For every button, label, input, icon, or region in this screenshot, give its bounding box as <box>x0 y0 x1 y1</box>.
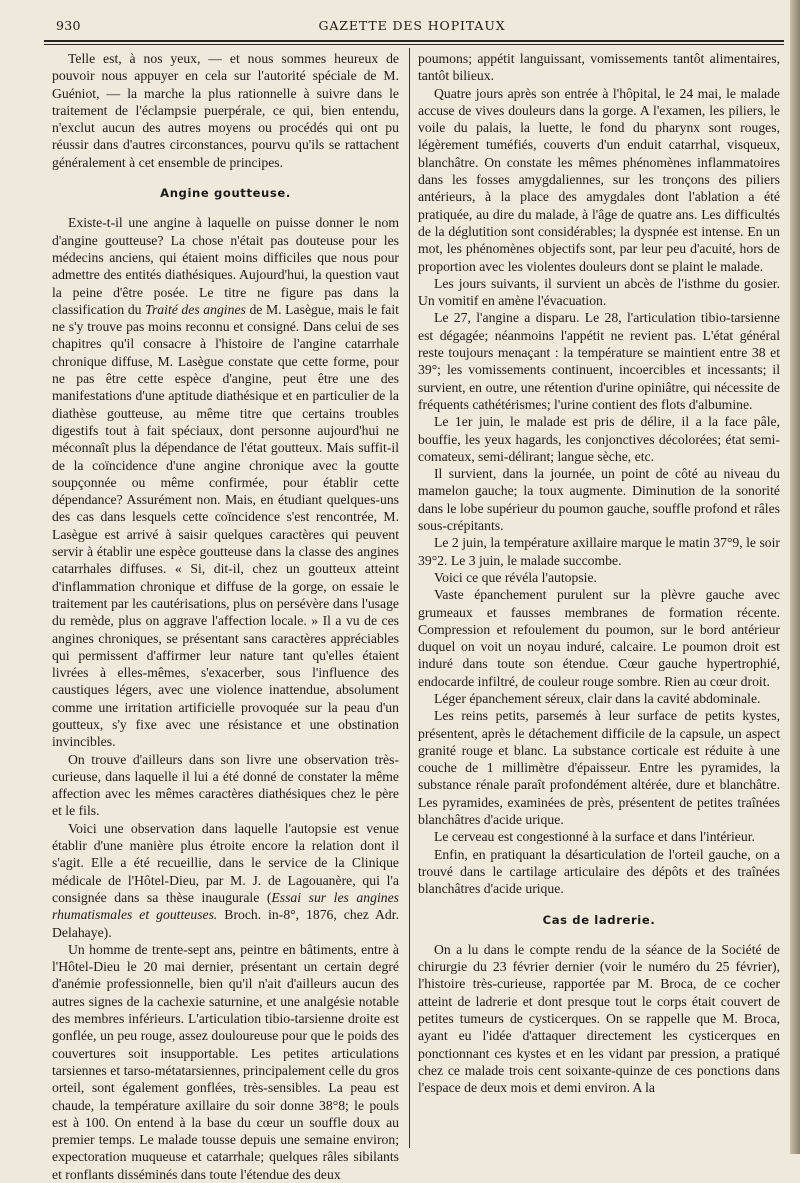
paragraph: Le cerveau est congestionné à la surface et dans l'intérieur. <box>434 829 755 845</box>
thesis-title: Essai sur les angines rhumatismales et goutteuses. <box>52 889 399 923</box>
paragraph: Quatre jours après son entrée à l'hôpital, le 24 mai, le malade accuse de vives douleurs dans la gorge. A l'examen, les piliers, le voile du palais, la luette, le fond du pharynx sont rouges, légèrement tuméfiés, couverts d'un enduit catarrhal, visqueux, blanchâtre. On constate les mêmes phénomènes inflammatoires dans les fosses amygdaliennes, sur les tronçons des piliers antérieurs, à la place des amygdales dont l'ablation a été pratiquée, au dire du malade, à l'âge de quatre ans. Les difficultés de la déglutition sont considérables; la dyspnée est intense. En un mot, les phénomènes objectifs sont, par leur peu d'acuité, hors de proportion avec les violentes douleurs dont se plaint le malade. <box>418 85 780 274</box>
page-number: 930 <box>56 18 81 33</box>
column-divider <box>409 48 410 1148</box>
paragraph: Telle est, à nos yeux, — et nous sommes heureux de pouvoir nous appuyer en cela sur l'autorité spéciale de M. Guéniot, — la marche la plus rationnelle à suivre dans le traitement de l'éclampsie puerpérale, ce qui, bien entendu, n'exclut aucun des autres moyens ou procédés qui ont pu réussir dans d'autres circonstances, pourvu qu'ils se rattachent généralement à cet ensemble de principes. <box>52 51 399 170</box>
paragraph: On a lu dans le compte rendu de la séance de la Société de chirurgie du 23 février dernier (voir le numéro du 25 février), l'histoire très-curieuse, rapportée par M. Broca, de ce cocher atteint de ladrerie et dont presque tout le corps était couvert de petites tumeurs de cysticerques. On se rappelle que M. Broca, ayant eu l'idée d'attaquer directement les cysticerques en ponctionnant ces kystes et en les vidant par pression, a pratiqué chez ce malade trois cent soixante-quinze de ces ponctions dans l'espace de deux mois et demi environ. A la <box>418 941 780 1096</box>
paragraph: Léger épanchement séreux, clair dans la cavité abdominale. <box>434 690 761 706</box>
paragraph: poumons; appétit languissant, vomissements tantôt alimentaires, tantôt bilieux. <box>418 51 780 84</box>
page-header <box>44 12 780 36</box>
book-title: Traité des angines <box>145 301 246 317</box>
paragraph: Existe-t-il une angine à laquelle on puisse donner le nom d'angine goutteuse? La chose n'était pas douteuse pour les médecins anciens, qui étaient moins difficiles que nous pour admettre des entités diathésiques. Aujourd'hui, la question vaut la peine d'être posée. Le titre ne figure pas dans la classification du Traité des angines de M. Lasègue, mais le fait ne s'y trouve pas moins reconnu et consigné. Dans celui de ses chapitres qu'il consacre à l'histoire de l'angine catarrhale chronique diffuse, M. Lasègue constate que cette forme, pour ne pas être cette espèce d'angine, peut être une des manifestations d'une aptitude diathésique et en particulier de la diathèse goutteuse, au même titre que certains troubles digestifs tout à fait spéciaux, dont personne aujourd'hui ne méconnaît plus la dépendance de l'état goutteux. Mais suffit-il de la coïncidence d'une angine chronique avec la goutte soupçonnée ou même confirmée, pour établir cette dépendance? Assurément non. Mais, en étudiant quelques-uns des cas dans lesquels cette coïncidence s'est rencontrée, M. Lasègue est arrivé à saisir quelques caractères qui peuvent servir à établir une espèce goutteuse dans la classe des angines catarrhales diffuses. « Si, dit-il, chez un goutteux atteint d'inflammation chronique et diffuse de la gorge, on essaie le traitement par les cautérisations, plus on persévère dans l'usage du remède, plus on aggrave l'affection locale. » Il a vu de ces angines chroniques, se présentant sans caractères appréciables qui permissent d'affirmer leur nature tant qu'elles étaient livrées à elles-mêmes, s'exacerber, sous l'influence des caustiques légers, avec une violence inattendue, absolument comme une irritation artificielle provoquée sur la peau d'un goutteux, s'y fixe avec une résistance et une obstination invincibles. <box>52 215 399 750</box>
paragraph: Voici une observation dans laquelle l'autopsie est venue établir d'une manière plus étroite encore la relation dont il s'agit. Elle a été recueillie, dans le service de la Clinique médicale de l'Hôtel-Dieu, par M. J. de Lagouanère, qui l'a consignée dans sa thèse inaugurale (Essai sur les angines rhumatismales et goutteuses. Broch. in-8°, 1876, chez Adr. Delahaye). <box>52 820 399 940</box>
header-rule <box>44 40 784 42</box>
page-edge-shadow <box>790 0 800 1154</box>
paragraph: Un homme de trente-sept ans, peintre en bâtiments, entre à l'Hôtel-Dieu le 20 mai dernier, présentant un certain degré d'anémie professionnelle, bien qu'il n'ait d'ailleurs aucun des autres signes de la cachexie saturnine, et une analgésie notable des membres inférieurs. L'articulation tibio-tarsienne droite est gonflée, un peu rouge, assez douloureuse pour que le poids des couvertures soit insupportable. Les petites articulations tarsiennes et tarso-métatarsiennes, principalement celle du gros orteil, sont également gonflées, très-sensibles. La peau est chaude, la température axillaire du soir donne 38°8; le pouls est à 100. On entend à la base du cœur un souffle doux au premier temps. Le malade tousse depuis une semaine environ; expectoration muqueuse et catarrhale; quelques râles sibilants et ronflants disséminés dans toute l'étendue des deux <box>52 941 399 1182</box>
paragraph: Les reins petits, parsemés à leur surface de petits kystes, présentent, après le détachement difficile de la capsule, un aspect granité rouge et blanc. La substance corticale est réduite à une couche de 1 millimètre d'épaisseur. Entre les pyramides, la substance rénale paraît profondément altérée, dure et blanchâtre. Les pyramides, examinées de près, présentent de petites traînées blanchâtres d'acide urique. <box>418 708 780 828</box>
header-rule-thin <box>44 44 784 45</box>
paragraph: On trouve d'ailleurs dans son livre une observation très-curieuse, dans laquelle il lui a été donné de constater la même affection avec les mêmes caractères diathésiques chez le père et le fils. <box>52 751 399 819</box>
left-column <box>52 50 399 1183</box>
paragraph: Le 27, l'angine a disparu. Le 28, l'articulation tibio-tarsienne est dégagée; néanmoins l'appétit ne revient pas. L'état général reste toujours menaçant : la température se maintient entre 38 et 39°; les vomissements continuent, incoercibles et incessants; il survient, en outre, une rétention d'urine opiniâtre, qui nécessite de fréquents cathétérismes; l'urine contient des flots d'albumine. <box>418 310 780 412</box>
journal-title: GAZETTE DES HOPITAUX <box>318 18 506 33</box>
paragraph: Vaste épanchement purulent sur la plèvre gauche avec grumeaux et fausses membranes de formation récente. Compression et refoulement du poumon, sur le bord antérieur duquel on voit un noyau induré, calcaire. Le poumon droit est induré dans toute son étendue. Cœur gauche hypertrophié, endocarde infiltré, de couleur rouge sombre. Rien au cœur droit. <box>418 587 780 689</box>
section-heading: Angine goutteuse. <box>160 186 291 201</box>
right-column <box>418 50 780 1097</box>
paragraph: Il survient, dans la journée, un point de côté au niveau du mamelon gauche; la toux augmente. Diminution de la sonorité dans le lobe supérieur du poumon gauche, souffle profond et râles sous-crépitants. <box>418 466 780 534</box>
paragraph: Enfin, en pratiquant la désarticulation de l'orteil gauche, on a trouvé dans le cartilage articulaire des dépôts et des traînées blanchâtres d'acide urique. <box>418 846 780 897</box>
paragraph: Voici ce que révéla l'autopsie. <box>434 569 597 585</box>
section-heading: Cas de ladrerie. <box>542 912 656 927</box>
paragraph: Le 1er juin, le malade est pris de délire, il a la face pâle, bouffie, les yeux hagards, les conjonctives décolorées; état semi-comateux, semi-délirant; langue sèche, etc. <box>418 414 780 464</box>
paragraph: Le 2 juin, la température axillaire marque le matin 37°9, le soir 39°2. Le 3 juin, le malade succombe. <box>418 535 780 568</box>
paragraph: Les jours suivants, il survient un abcès de l'isthme du gosier. Un vomitif en amène l'évacuation. <box>418 275 780 309</box>
